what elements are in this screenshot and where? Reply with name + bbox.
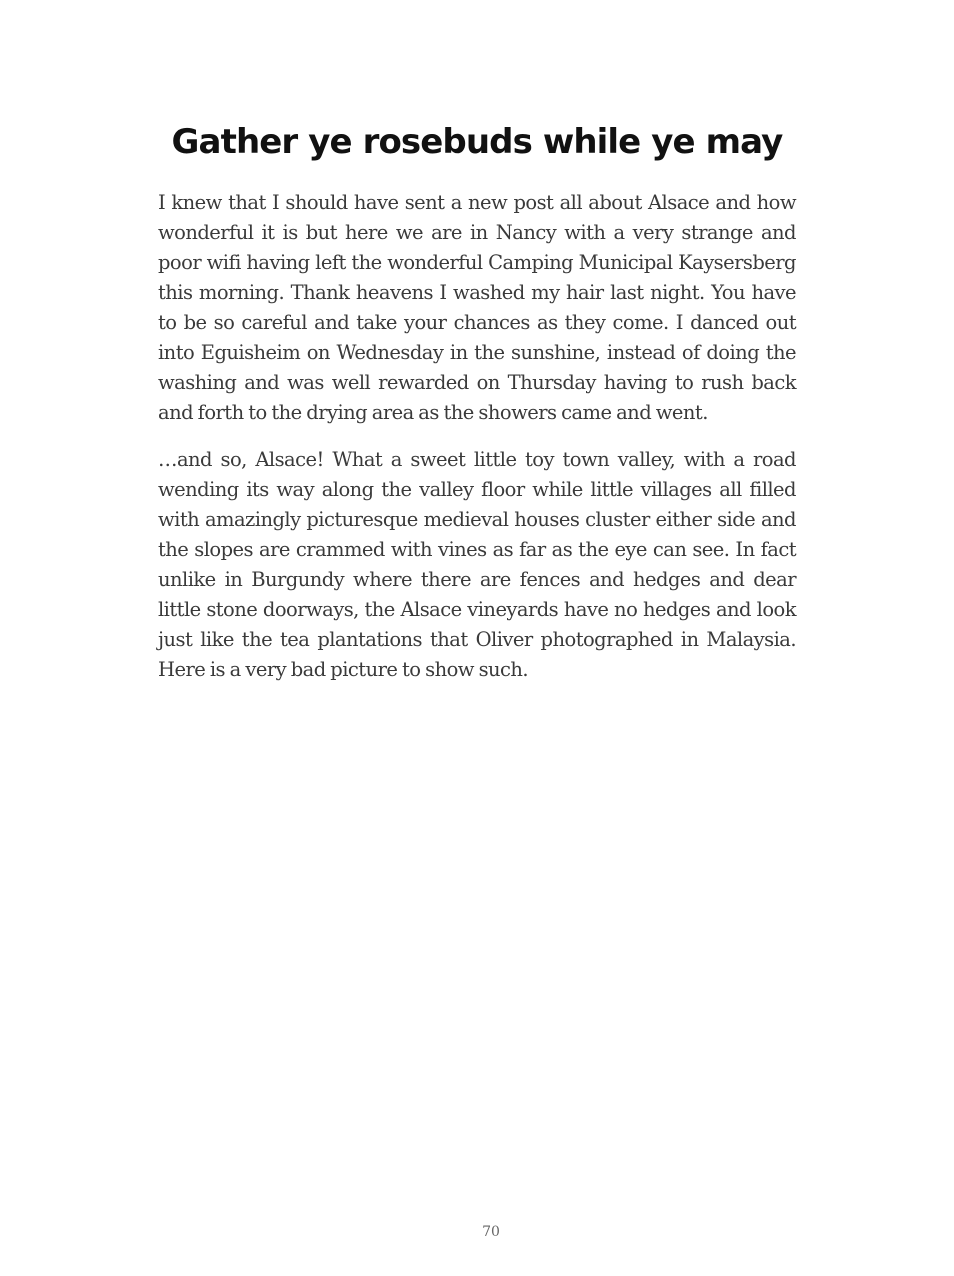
paragraph-1: I knew that I should have sent a new post all about Alsace and how wonderful it is but here we are in Nancy with a very strange and poor wifi having left the wonderful Camping Municipal Kaysersberg this morning. Thank heavens I washed my hair last night. You have to be so careful and take your chances as they come. I danced out into Eguisheim on Wednesday in the sunshine, instead of doing the washing and was well rewarded on Thursday having to rush back and forth to the drying area as the showers came and went. <box>158 191 796 424</box>
paragraph-2: …and so, Alsace! What a sweet little toy town valley, with a road wending its way along the valley floor while little villages all filled with amazingly picturesque medieval houses cluster either side and the slopes are crammed with vines as far as the eye can see. In fact unlike in Burgundy where there are fences and hedges and dear little stone doorways, the Alsace vineyards have no hedges and look just like the tea plantations that Oliver photographed in Malaysia. Here is a very bad picture to show such. <box>158 448 796 681</box>
body-text <box>158 188 796 702</box>
page-title: Gather ye rosebuds while ye may <box>171 122 783 162</box>
page-number: 70 <box>482 1224 500 1240</box>
